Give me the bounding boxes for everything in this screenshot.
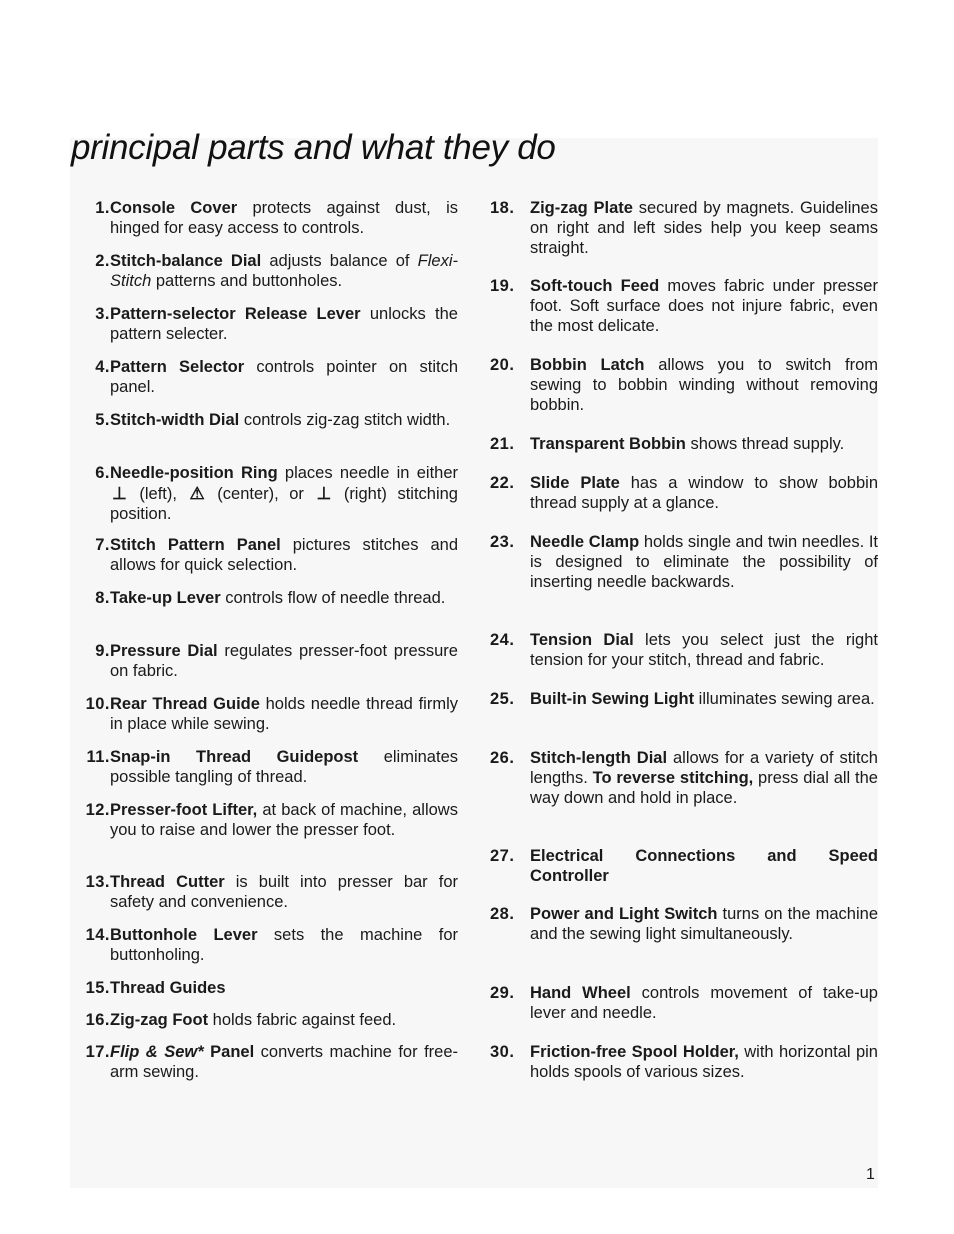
item-number: 23.	[490, 533, 515, 551]
list-item	[490, 435, 878, 474]
left-column	[72, 199, 458, 1096]
item-text: Soft-touch Feed moves fabric under presser foot. Soft surface does not injure fabric, even the most delicate.	[530, 277, 878, 335]
list-item	[72, 1043, 458, 1096]
item-text: Needle Clamp holds single and twin needles. It is designed to eliminate the possibility of inserting needle backwards.	[530, 533, 878, 591]
item-number: 16.	[85, 1011, 110, 1029]
item-number: 3.	[95, 305, 110, 323]
item-text: Pressure Dial regulates presser-foot pressure on fabric.	[110, 642, 458, 680]
list-item	[490, 690, 878, 749]
item-text: Stitch Pattern Panel pictures stitches and allows for quick selection.	[110, 536, 459, 574]
item-text: Friction-free Spool Holder, with horizontal pin holds spools of various sizes.	[530, 1043, 878, 1081]
list-item	[490, 1043, 878, 1102]
item-text: Console Cover protects against dust, is hinged for easy access to controls.	[110, 199, 458, 237]
item-text: Bobbin Latch allows you to switch from sewing to bobbin winding without removing bobbin.	[530, 356, 879, 414]
item-number: 22.	[490, 474, 515, 492]
list-item	[490, 277, 878, 356]
item-number: 6.	[95, 464, 110, 482]
list-item	[72, 801, 458, 873]
list-item	[72, 1011, 458, 1043]
list-item	[72, 695, 458, 748]
item-number: 5.	[95, 411, 110, 429]
item-number: 20.	[490, 356, 515, 374]
list-item	[490, 984, 878, 1043]
item-number: 2.	[95, 252, 110, 270]
item-text: Tension Dial lets you select just the right tension for your stitch, thread and fabric.	[530, 631, 878, 669]
item-text: Built-in Sewing Light illuminates sewing area.	[530, 690, 875, 708]
needle-right-icon: ⊥	[316, 483, 332, 503]
item-text: Pattern-selector Release Lever unlocks the pattern selecter.	[110, 305, 458, 343]
list-item	[72, 589, 458, 642]
item-text: Power and Light Switch turns on the machine and the sewing light simultaneously.	[530, 905, 878, 943]
item-number: 17.	[85, 1043, 110, 1061]
item-number: 4.	[95, 358, 110, 376]
needle-left-icon: ⊥	[112, 483, 127, 503]
item-number: 14.	[85, 926, 110, 944]
item-text: Presser-foot Lifter, at back of machine, allows you to raise and lower the presser foot.	[110, 801, 458, 839]
list-item	[490, 847, 878, 905]
item-text: Thread Cutter is built into presser bar for safety and convenience.	[110, 873, 458, 911]
item-text: Pattern Selector controls pointer on stitch panel.	[110, 358, 458, 396]
list-item	[72, 305, 458, 358]
item-text: Hand Wheel controls movement of take-up lever and needle.	[530, 984, 878, 1022]
item-number: 12.	[85, 801, 110, 819]
list-item	[72, 199, 458, 252]
item-text: Thread Guides	[110, 979, 226, 997]
list-item	[490, 905, 878, 984]
item-text: Stitch-length Dial allows for a variety of stitch lengths. To reverse stitching, press dial all the way down and hold in place.	[530, 749, 878, 807]
list-item	[72, 464, 458, 536]
right-column	[490, 199, 878, 1102]
item-number: 26.	[490, 749, 515, 767]
item-number: 29.	[490, 984, 515, 1002]
list-item	[72, 252, 458, 305]
item-number: 1.	[95, 199, 110, 217]
needle-center-icon: ⚠	[189, 483, 205, 503]
item-number: 28.	[490, 905, 515, 923]
list-item	[72, 748, 458, 801]
page-number: 1	[866, 1166, 875, 1183]
list-item	[490, 533, 878, 631]
item-number: 7.	[95, 536, 110, 554]
item-number: 10.	[85, 695, 110, 713]
item-text: Electrical Connections and Speed Controller	[530, 847, 878, 885]
list-item	[72, 358, 458, 411]
item-text: Stitch-balance Dial adjusts balance of Flexi-Stitch patterns and buttonholes.	[110, 252, 458, 290]
item-text: Buttonhole Lever sets the machine for buttonholing.	[110, 926, 458, 964]
page-title: principal parts and what they do	[71, 128, 556, 167]
item-text: Zig-zag Foot holds fabric against feed.	[110, 1011, 397, 1029]
list-item	[72, 979, 458, 1011]
list-item	[490, 474, 878, 533]
item-number: 21.	[490, 435, 515, 453]
list-item	[72, 926, 458, 979]
item-text: Needle-position Ring places needle in either ⊥ (left), ⚠ (center), or ⊥ (right) stitching position.	[110, 464, 459, 523]
list-item	[72, 536, 458, 589]
item-number: 19.	[490, 277, 515, 295]
item-text: Rear Thread Guide holds needle thread firmly in place while sewing.	[110, 695, 458, 733]
item-number: 8.	[95, 589, 110, 607]
list-item	[490, 199, 878, 277]
item-number: 15.	[85, 979, 110, 997]
list-item	[72, 642, 458, 695]
item-text: Flip & Sew* Panel converts machine for free-arm sewing.	[110, 1043, 459, 1081]
item-number: 30.	[490, 1043, 515, 1061]
list-item	[490, 356, 878, 435]
item-text: Stitch-width Dial controls zig-zag stitch width.	[110, 411, 451, 429]
item-text: Snap-in Thread Guidepost eliminates possible tangling of thread.	[110, 748, 458, 786]
item-text: Take-up Lever controls flow of needle thread.	[110, 589, 446, 607]
list-item	[72, 411, 458, 464]
item-text: Zig-zag Plate secured by magnets. Guidelines on right and left sides help you keep seams straight.	[530, 199, 878, 257]
list-item	[490, 631, 878, 690]
list-item	[490, 749, 878, 847]
item-number: 25.	[490, 690, 515, 708]
item-text: Slide Plate has a window to show bobbin thread supply at a glance.	[530, 474, 878, 512]
item-number: 13.	[85, 873, 110, 891]
list-item	[72, 873, 458, 926]
item-number: 27.	[490, 847, 515, 865]
item-number: 9.	[95, 642, 110, 660]
item-text: Transparent Bobbin shows thread supply.	[530, 435, 845, 453]
item-number: 18.	[490, 199, 515, 217]
item-number: 24.	[490, 631, 515, 649]
item-number: 11.	[86, 748, 110, 766]
